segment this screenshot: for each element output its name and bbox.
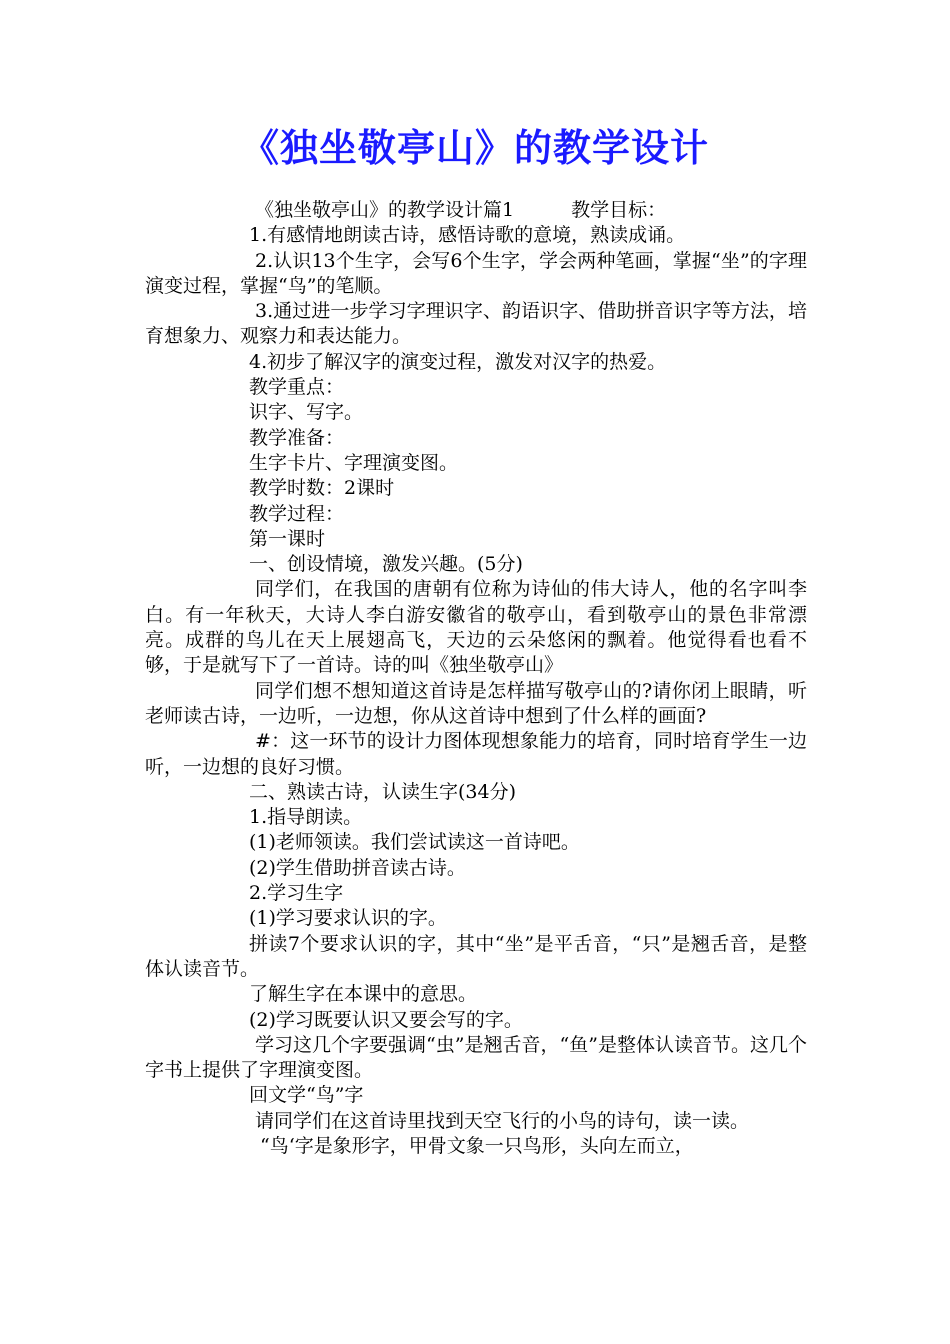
paragraph-step-2: 2.学习生字 bbox=[249, 882, 344, 905]
paragraph-meaning: 了解生字在本课中的意思。 bbox=[249, 983, 478, 1006]
paragraph-find-bird: 请同学们在这首诗里找到天空飞行的小鸟的诗句，读一读。 bbox=[255, 1109, 750, 1132]
document-body bbox=[145, 198, 807, 1159]
document-title: 《独坐敬亭山》的教学设计 bbox=[240, 126, 709, 170]
paragraph-key-points-label: 教学重点： bbox=[249, 376, 345, 399]
paragraph-step-1: 1.指导朗读。 bbox=[249, 806, 363, 829]
paragraph-question: 同学们想不想知道这首诗是怎样描写敬亭山的?请你闭上眼睛，听老师读古诗，一边听，一边想，你从这首诗中想到了什么样的画面? bbox=[145, 679, 807, 727]
paragraph-section-1: 一、创设情境，激发兴趣。(5分) bbox=[249, 553, 523, 576]
paragraph-goal-4: 4.初步了解汉字的演变过程，激发对汉字的热爱。 bbox=[249, 350, 667, 373]
paragraph-process-label: 教学过程： bbox=[249, 502, 345, 525]
paragraph-step-2-2: (2)学习既要认识又要会写的字。 bbox=[249, 1008, 523, 1031]
paragraph-preparation: 生字卡片、字理演变图。 bbox=[249, 451, 459, 474]
paragraph-step-1-2: (2)学生借助拼音读古诗。 bbox=[249, 856, 466, 879]
paragraph-emphasis: 学习这几个字要强调“虫”是翘舌音，“鱼”是整体认读音节。这几个字书上提供了字理演变图。 bbox=[145, 1033, 807, 1082]
paragraph-goal-3: 3.通过进一步学习字理识字、韵语识字、借助拼音识字等方法，培育想象力、观察力和表达能力。 bbox=[145, 300, 807, 348]
paragraph-goal-1: 1.有感情地朗读古诗，感悟诗歌的意境，熟读成诵。 bbox=[249, 224, 686, 247]
paragraph-first-lesson: 第一课时 bbox=[249, 527, 326, 550]
paragraph-section-2: 二、熟读古诗，认读生字(34分) bbox=[249, 780, 517, 803]
paragraph-goal-2: 2.认识13个生字，会写6个生字，学会两种笔画，掌握“坐”的字理演变过程，掌握“鸟”的笔顺。 bbox=[145, 249, 807, 297]
paragraph-preparation-label: 教学准备： bbox=[249, 426, 345, 449]
paragraph-step-1-1: (1)老师领读。我们尝试读这一首诗吧。 bbox=[249, 831, 580, 854]
paragraph-heading-line: 《独坐敬亭山》的教学设计篇1 教学目标： bbox=[255, 199, 667, 221]
paragraph-pinyin: 拼读7个要求认识的字，其中“坐”是平舌音，“只”是翘舌音，是整体认读音节。 bbox=[145, 932, 807, 980]
paragraph-note: #：这一环节的设计力图体现想象能力的培育，同时培育学生一边听，一边想的良好习惯。 bbox=[145, 730, 807, 778]
paragraph-key-points: 识字、写字。 bbox=[249, 401, 364, 424]
paragraph-intro: 同学们，在我国的唐朝有位称为诗仙的伟大诗人，他的名字叫李白。有一年秋天，大诗人李白游安徽省的敬亭山，看到敬亭山的景色非常漂亮。成群的鸟儿在天上展翅高飞，天边的云朵悠闲的飘着。他觉得看也看不够，于是就写下了一首诗。诗的叫《独坐敬亭山》 bbox=[145, 578, 807, 677]
paragraph-step-2-1: (1)学习要求认识的字。 bbox=[249, 907, 447, 930]
paragraph-bird-heading: 回文学“鸟”字 bbox=[249, 1084, 364, 1107]
paragraph-class-hours: 教学时数：2课时 bbox=[249, 477, 395, 500]
paragraph-bird-character: “鸟‘字是象形字，甲骨文象一只鸟形，头向左而立， bbox=[260, 1134, 694, 1157]
